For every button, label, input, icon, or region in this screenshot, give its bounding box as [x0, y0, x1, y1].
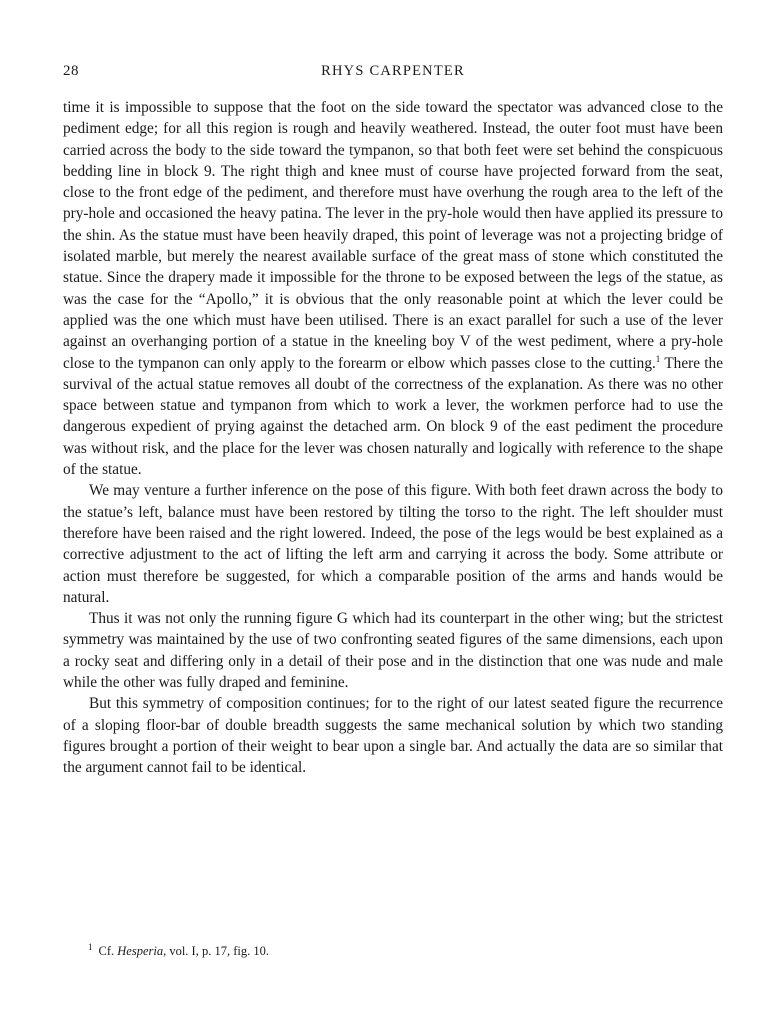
footnote — [88, 942, 708, 960]
body-text — [63, 97, 723, 779]
paragraph-1-part-a: time it is impossible to suppose that the foot on the side toward the spectator was advanced close to the pediment edge; for all this region is rough and heavily weathered. Instead, the outer foot must have been carried across the body to the side toward the tympanon, so that both feet were set behind the conspicuous bedding line in block 9. The right thigh and knee must of course have projected forward from the seat, close to the front edge of the pediment, and therefore must have overhung the rough area to the left of the pry-hole and occasioned the heavy patina. The lever in the pry-hole would then have applied its pressure to the shin. As the statue must have been heavily draped, this point of leverage was not a projecting bridge of isolated marble, but merely the nearest available surface of the great mass of stone which constituted the statue. Since the drapery made it impossible for the throne to be exposed between the legs of the statue, as was the case for the “Apollo,” it is obvious that the only reasonable point at which the lever could be applied was the one which must have been utilised. There is an exact parallel for such a use of the lever against an overhanging portion of a statue in the kneeling boy V of the west pediment, where a pry-hole close to the tympanon can only apply to the forearm or elbow which passes close to the cutting. — [63, 99, 723, 372]
footnote-prefix: Cf. — [98, 944, 118, 958]
paragraph-4: But this symmetry of composition continues; for to the right of our latest seated figure the recurrence of a sloping floor-bar of double breadth suggests the same mechanical solution by which two standing figures brought a portion of their weight to bear upon a single bar. And actually the data are so similar that the argument cannot fail to be identical. — [63, 695, 723, 777]
page-number: 28 — [63, 63, 79, 79]
running-title: RHYS CARPENTER — [321, 63, 465, 79]
footnote-journal: Hesperia — [117, 944, 164, 958]
footnote-rest: , vol. I, p. 17, fig. 10. — [163, 944, 269, 958]
paragraph-3: Thus it was not only the running figure G which had its counterpart in the other wing; but the strictest symmetry was maintained by the use of two confronting seated figures of the same dimensions, each upon a rocky seat and differing only in a detail of their pose and in the distinction that one was nude and male while the other was fully draped and feminine. — [63, 610, 723, 692]
paragraph-1-part-b: There the survival of the actual statue removes all doubt of the correctness of the explanation. As there was no other space between statue and tympanon from which to work a lever, the workmen perforce had to use the dangerous expedient of prying against the detached arm. On block 9 of the east pediment the procedure was without risk, and the place for the lever was chosen naturally and logically with reference to the shape of the statue. — [63, 354, 723, 479]
paragraph-1 — [63, 97, 723, 480]
paragraph-2: We may venture a further inference on the pose of this figure. With both feet drawn across the body to the statue’s left, balance must have been restored by tilting the torso to the right. The left shoulder must therefore have been raised and the right lowered. Indeed, the pose of the legs would be best explained as a corrective adjustment to the act of lifting the left arm and carrying it across the body. Some attribute or action must therefore be suggested, for which a comparable position of the arms and hands would be natural. — [63, 482, 723, 606]
running-head — [63, 63, 723, 83]
footnote-reference: 1 — [655, 353, 661, 364]
footnote-mark: 1 — [88, 941, 93, 952]
